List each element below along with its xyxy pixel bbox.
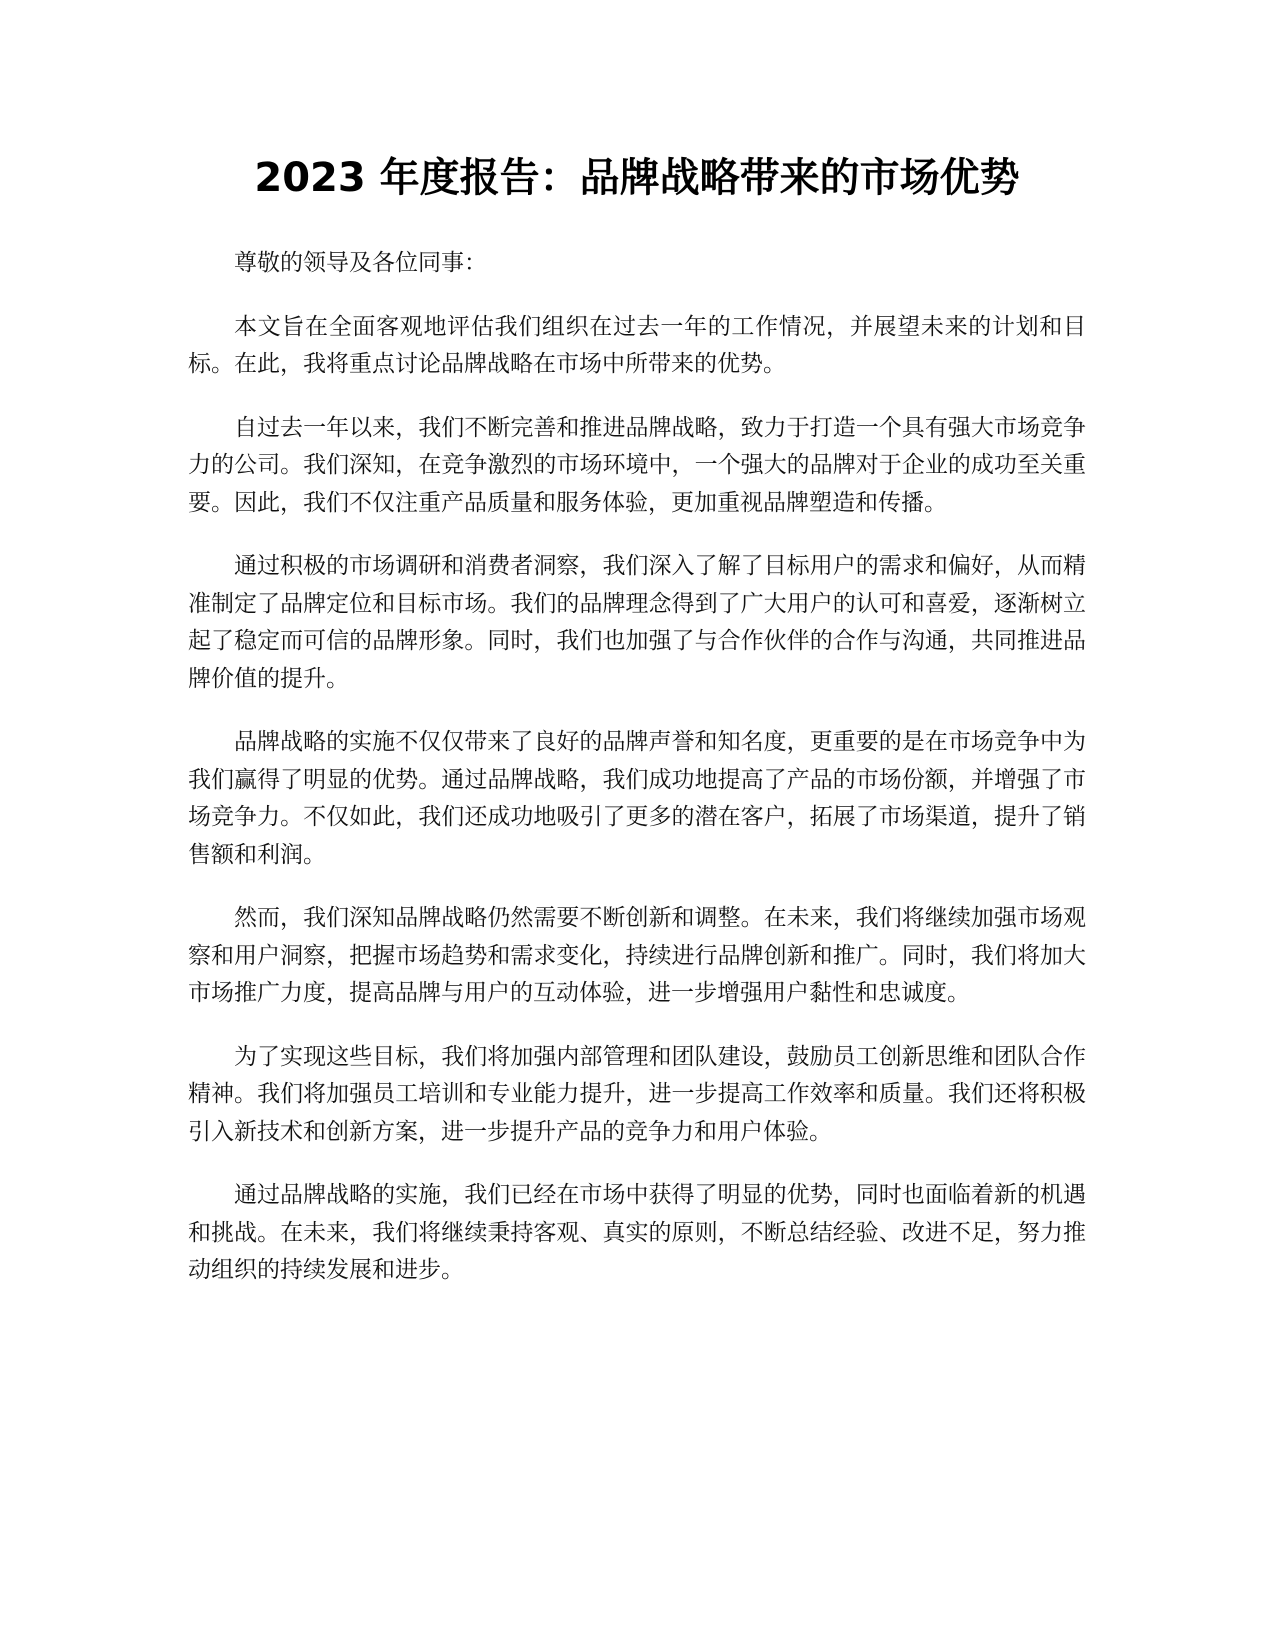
body-paragraph: 通过积极的市场调研和消费者洞察，我们深入了解了目标用户的需求和偏好，从而精准制定了品牌定位和目标市场。我们的品牌理念得到了广大用户的认可和喜爱，逐渐树立起了稳定而可信的品牌形象。同时，我们也加强了与合作伙伴的合作与沟通，共同推进品牌价值的提升。 bbox=[188, 553, 1086, 692]
body-paragraph: 为了实现这些目标，我们将加强内部管理和团队建设，鼓励员工创新思维和团队合作精神。我们将加强员工培训和专业能力提升，进一步提高工作效率和质量。我们还将积极引入新技术和创新方案，进一步提升产品的竞争力和用户体验。 bbox=[188, 1043, 1086, 1145]
document-title: 2023 年度报告：品牌战略带来的市场优势 bbox=[254, 155, 1020, 201]
body-paragraph: 自过去一年以来，我们不断完善和推进品牌战略，致力于打造一个具有强大市场竞争力的公司。我们深知，在竞争激烈的市场环境中，一个强大的品牌对于企业的成功至关重要。因此，我们不仅注重产品质量和服务体验，更加重视品牌塑造和传播。 bbox=[188, 414, 1086, 516]
document-body bbox=[188, 245, 1086, 1316]
body-paragraph: 然而，我们深知品牌战略仍然需要不断创新和调整。在未来，我们将继续加强市场观察和用户洞察，把握市场趋势和需求变化，持续进行品牌创新和推广。同时，我们将加大市场推广力度，提高品牌与用户的互动体验，进一步增强用户黏性和忠诚度。 bbox=[188, 905, 1086, 1006]
salutation: 尊敬的领导及各位同事： bbox=[234, 250, 487, 276]
body-paragraph: 本文旨在全面客观地评估我们组织在过去一年的工作情况，并展望未来的计划和目标。在此，我将重点讨论品牌战略在市场中所带来的优势。 bbox=[188, 313, 1086, 377]
body-paragraph: 品牌战略的实施不仅仅带来了良好的品牌声誉和知名度，更重要的是在市场竞争中为我们赢得了明显的优势。通过品牌战略，我们成功地提高了产品的市场份额，并增强了市场竞争力。不仅如此，我们还成功地吸引了更多的潜在客户，拓展了市场渠道，提升了销售额和利润。 bbox=[188, 729, 1086, 868]
body-paragraph: 通过品牌战略的实施，我们已经在市场中获得了明显的优势，同时也面临着新的机遇和挑战。在未来，我们将继续秉持客观、真实的原则，不断总结经验、改进不足，努力推动组织的持续发展和进步。 bbox=[188, 1182, 1086, 1283]
